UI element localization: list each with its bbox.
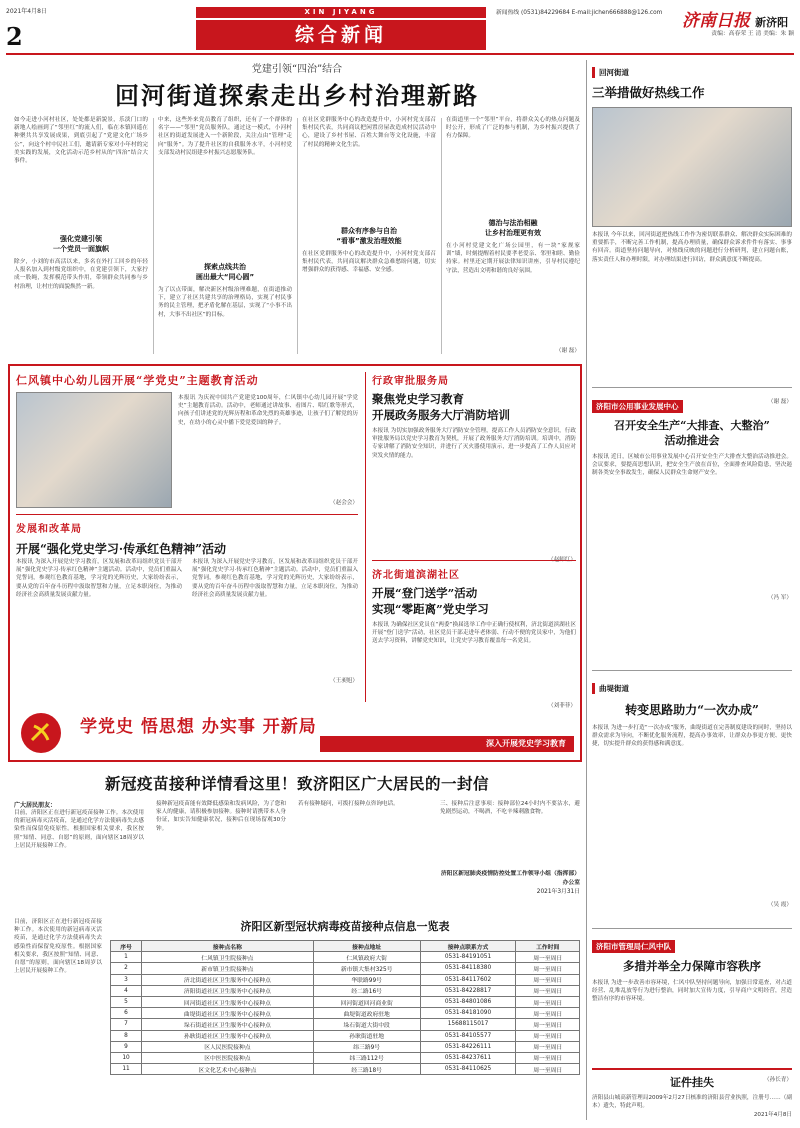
article-body: 本报讯 为切实加强政务服务大厅消防安全管理，提高工作人员消防安全意识，行政审批服务局以党史学习教育为契机，开展了政务服务大厅消防培训。培训中，消防专家讲解了消防安全知识，并进行了灭火器使用演示，进一步提高了工作人员应对突发火情的能力。 bbox=[372, 428, 576, 459]
notice-body: 济阳县山城高新管理局2009年2月27日核准的济阳县营业执照，注册号……（副本）遗失，特此声明。 bbox=[592, 1095, 792, 1110]
table-cell: 纬三路112号 bbox=[313, 1052, 420, 1063]
lead-subhead: 群众有序参与自治 “看事”激发治理效能 bbox=[336, 227, 402, 245]
brief-title: 三举措做好热线工作 bbox=[592, 85, 705, 100]
table-cell: 0531-84110625 bbox=[420, 1064, 516, 1075]
letter-body: 目前，济阳区正在进行新冠疫苗接种工作。本次使用的新冠病毒灭活疫苗，是通过化学方法使病毒失去感染性而保留免疫原性。根据国家相关要求，我区按照“知情、同意、自愿”的原则，面向辖区18周岁以上居民开展接种工作。 bbox=[14, 919, 102, 975]
party-emblem-icon bbox=[20, 712, 62, 754]
table-cell: 新市镇大集村325号 bbox=[313, 963, 420, 974]
banner-slogan: 学党史 悟思想 办实事 开新局 bbox=[80, 717, 317, 737]
article-label: 发展和改革局 bbox=[16, 524, 82, 535]
brief-label: 济阳市管理局仁风中队 bbox=[592, 940, 675, 953]
table-cell: 周一至周日 bbox=[516, 952, 580, 963]
table-cell: 回河街道回河商业街 bbox=[313, 996, 420, 1007]
table-cell: 0531-84118380 bbox=[420, 963, 516, 974]
news-brief bbox=[592, 60, 792, 405]
table-cell: 仁风镇政府大街 bbox=[313, 952, 420, 963]
lead-col-2 bbox=[158, 116, 292, 356]
table-cell: 9 bbox=[111, 1041, 142, 1052]
table-cell: 10 bbox=[111, 1052, 142, 1063]
table-cell: 周一至周日 bbox=[516, 1052, 580, 1063]
table-row bbox=[111, 974, 580, 985]
table-title: 济阳区新型冠状病毒疫苗接种点信息一览表 bbox=[240, 920, 450, 933]
table-cell: 华联路99号 bbox=[313, 974, 420, 985]
table-cell: 区文化艺术中心接种点 bbox=[142, 1064, 314, 1075]
letter-col bbox=[156, 800, 286, 904]
brief-body: 本报讯 为进一步打造“一次办成”服务，曲堤街道在完善制度建设的同时，坚持以群众需求为导向，不断优化服务流程，提高办事效率，让群众办事更方便、更快捷，切实提升群众的获得感和满意度。 bbox=[592, 725, 792, 748]
table-header-cell: 序号 bbox=[111, 941, 142, 952]
table-row bbox=[111, 1008, 580, 1019]
table-cell: 1 bbox=[111, 952, 142, 963]
table-cell: 0531-84801086 bbox=[420, 996, 516, 1007]
lead-paragraph: 在社区党群服务中心的改造提升中，小河村党支部召集村民代表，共同商议解决群众急难愁盼问题，切实增强群众的获得感、幸福感、安全感。 bbox=[302, 251, 436, 274]
issue-date: 2021年4月8日 bbox=[6, 8, 47, 15]
letter-col bbox=[14, 800, 144, 905]
byline: （冯 军） bbox=[767, 595, 792, 601]
table-row bbox=[111, 1052, 580, 1063]
table-cell: 周一至周日 bbox=[516, 1041, 580, 1052]
byline: （赵会会） bbox=[330, 500, 358, 506]
table-cell: 0531-84237611 bbox=[420, 1052, 516, 1063]
article-body: 本报讯 为庆祝中国共产党建党100周年，仁风镇中心幼儿园开展“学党史”主题教育活动。活动中，老师通过讲故事、看图片、唱红歌等形式，向孩子们讲述党的光辉历程和革命先烈的英雄事迹，让孩子们了解党的历史，在幼小的心灵中播下爱党爱国的种子。 bbox=[178, 395, 358, 426]
article-body: 本报讯 为深入开展党史学习教育，区发展和改革局组织党员干部开展“强化党史学习·传承红色精神”主题活动。活动中，党员们重温入党誓词，参观红色教育基地，学习党的光辉历史，大家纷纷表示，要从党的百年奋斗历程中汲取智慧和力量，立足本职岗位，为推动经济社会高质量发展贡献力量。 bbox=[192, 559, 358, 598]
brief-label: 济阳市公用事业发展中心 bbox=[592, 400, 683, 413]
table-cell: 新市镇卫生院接种点 bbox=[142, 963, 314, 974]
table-row bbox=[111, 952, 580, 963]
masthead bbox=[6, 6, 794, 58]
letter-body: 若有接种疑问，可拨打接种点咨询电话。 bbox=[298, 801, 399, 807]
vaccine-letter bbox=[14, 770, 580, 1122]
brief-label: 回河街道 bbox=[592, 67, 629, 78]
vaccine-site-table bbox=[110, 940, 580, 1075]
table-cell: 0531-84181090 bbox=[420, 1008, 516, 1019]
lead-paragraph: 除夕，小刘的市高活以来，多名在外打工回乡的年轻人报名加入到村级党组织中，在党建引领下，大家拧成一股绳，发挥模范带头作用，带领群众共同参与乡村治理，让村庄的面貌焕然一新。 bbox=[14, 259, 148, 290]
article-body: 本报讯 为确保社区党员在“两委”换届选举工作中正确行使权利，济北街道滨湖社区开展“登门送学”活动，社区党员干部走进年老体弱、行动不便的党员家中，为他们送去学习资料，讲解党史知识，让党史学习教育覆盖每一名党员。 bbox=[372, 622, 576, 645]
table-row bbox=[111, 1030, 580, 1041]
table-cell: 济阳街道社区卫生服务中心接种点 bbox=[142, 985, 314, 996]
section-title: 综合新闻 bbox=[294, 24, 387, 46]
lead-subhead: 探索点线共治 画出最大“同心圆” bbox=[195, 263, 255, 281]
byline: （谢 磊） bbox=[767, 399, 792, 405]
lead-col-1 bbox=[14, 116, 148, 356]
table-cell: 3 bbox=[111, 974, 142, 985]
byline bbox=[372, 555, 576, 563]
table-cell: 周一至周日 bbox=[516, 1030, 580, 1041]
table-cell: 周一至周日 bbox=[516, 1064, 580, 1075]
lead-subhead: 德治与法治相融 让乡村治理更有效 bbox=[485, 219, 541, 237]
brief-body: 本报讯 为进一步改善市容环境，仁风中队坚持问题导向，加强日常巡查，对占道经营、乱堆乱放等行为进行整治，同时加大宣传力度，引导商户文明经营，营造整洁有序的市容环境。 bbox=[592, 980, 792, 1003]
news-brief bbox=[592, 934, 792, 1083]
lost-notice bbox=[592, 1068, 792, 1120]
letter-body: 三、接种后注意事项：接种部位24小时内不要沾水，避免剧烈运动，不喝酒，不吃辛辣刺激食物。 bbox=[440, 801, 580, 816]
table-row bbox=[111, 985, 580, 996]
lead-kicker: 党建引领“四治”结合 bbox=[251, 64, 343, 75]
lead-paragraph: 为了以点带面，解决新区村级治理难题，在街道推动下，建立了社区共建共享的治理格局，实现了村民事务的民主管理，把矛盾化解在基层，实现了“小事不出村，大事不出社区”的目标。 bbox=[158, 287, 292, 318]
letter-body: 目前，济阳区正在进行新冠疫苗接种工作。本次使用的新冠病毒灭活疫苗，是通过化学方法使病毒失去感染性而保留免疫原性。根据国家相关要求，我区按照“知情、同意、自愿”的原则，面向辖区18周岁以上居民开展接种工作。 bbox=[14, 810, 144, 849]
table-cell: 孙耿街道社区卫生服务中心接种点 bbox=[142, 1030, 314, 1041]
table-cell: 11 bbox=[111, 1064, 142, 1075]
kindergarten-photo bbox=[16, 392, 172, 508]
article-title: 聚焦党史学习教育 开展政务服务大厅消防培训 bbox=[372, 392, 510, 422]
table-cell: 周一至周日 bbox=[516, 985, 580, 996]
table-row bbox=[111, 996, 580, 1007]
section-banner bbox=[196, 20, 486, 50]
study-article bbox=[16, 520, 358, 684]
table-cell: 周一至周日 bbox=[516, 1008, 580, 1019]
letter-col bbox=[440, 800, 580, 895]
table-cell: 曲堤街道社区卫生服务中心接种点 bbox=[142, 1008, 314, 1019]
lead-story bbox=[14, 60, 580, 360]
byline: （王昶旭） bbox=[330, 678, 358, 684]
news-brief bbox=[592, 676, 792, 908]
article-title: 开展“登门送学”活动 实现“零距离”党史学习 bbox=[372, 586, 489, 616]
letter-salutation: 广大居民朋友： bbox=[14, 802, 57, 809]
lead-paragraph: 在小河村党建文化广场公园里，有一块“家规家训”墙，时刻提醒着村民要孝老爱亲、邻里和睦、勤俭持家。村里还定期开展法律知识讲座，引导村民遵纪守法，营造出文明和谐的良好氛围。 bbox=[446, 243, 580, 274]
table-cell: 经二路16号 bbox=[313, 985, 420, 996]
letter-col bbox=[14, 918, 102, 1114]
table-header-cell: 接种点联系方式 bbox=[420, 941, 516, 952]
article-body: 本报讯 为深入开展党史学习教育，区发展和改革局组织党员干部开展“强化党史学习·传承红色精神”主题活动。活动中，党员们重温入党誓词，参观红色教育基地，学习党的光辉历史，大家纷纷表示，要从党的百年奋斗历程中汲取智慧和力量，立足本职岗位，为推动经济社会高质量发展贡献力量。 bbox=[16, 559, 182, 598]
study-article bbox=[372, 566, 576, 709]
notice-title: 证件挂失 bbox=[670, 1076, 714, 1089]
letter-signature-date: 2021年3月31日 bbox=[536, 889, 580, 895]
byline: （谢 磊） bbox=[555, 348, 580, 354]
article-label: 行政审批服务局 bbox=[372, 376, 449, 387]
table-cell: 济北街道社区卫生服务中心接种点 bbox=[142, 974, 314, 985]
table-cell: 0531-84226111 bbox=[420, 1041, 516, 1052]
table-cell: 周一至周日 bbox=[516, 1019, 580, 1030]
table-cell: 仁风镇卫生院接种点 bbox=[142, 952, 314, 963]
vaccine-site-table-block bbox=[110, 918, 580, 1075]
table-row bbox=[111, 1041, 580, 1052]
letter-body: 接种新冠疫苗能有效降低感染和发病风险，为了您和家人的健康，请积极参加接种。接种时请携带本人身份证，如实告知健康状况，接种后在现场留观30分钟。 bbox=[156, 801, 286, 832]
table-row bbox=[111, 963, 580, 974]
lead-col-3 bbox=[302, 116, 436, 356]
study-article bbox=[372, 372, 576, 563]
table-cell: 6 bbox=[111, 1008, 142, 1019]
article-title: 仁风镇中心幼儿园开展“学党史”主题教育活动 bbox=[16, 374, 259, 387]
lead-subhead: 强化党建引领 一个党员一面旗帜 bbox=[53, 235, 109, 253]
table-cell: 0531-84191051 bbox=[420, 952, 516, 963]
table-cell: 区中医医院接种点 bbox=[142, 1052, 314, 1063]
lead-headline: 回河街道探索走出乡村治理新路 bbox=[115, 81, 479, 110]
table-cell: 经三路18号 bbox=[313, 1064, 420, 1075]
table-cell: 纬三路9号 bbox=[313, 1041, 420, 1052]
table-header-cell: 工作时间 bbox=[516, 941, 580, 952]
byline: （刘菲菲） bbox=[548, 703, 576, 709]
party-history-section bbox=[8, 364, 582, 762]
table-cell: 周一至周日 bbox=[516, 963, 580, 974]
table-cell: 回河街道社区卫生服务中心接种点 bbox=[142, 996, 314, 1007]
table-cell: 垛石街道社区卫生服务中心接种点 bbox=[142, 1019, 314, 1030]
table-cell: 0531-84105577 bbox=[420, 1030, 516, 1041]
banner-subtitle: 深入开展党史学习教育 bbox=[320, 736, 574, 752]
brief-body: 本报讯 今年以来，回河街道把热线工作作为密切联系群众、解决群众实际困难的重要抓手，不断完善工作机制，提高办理质量，确保群众诉求件件有落实、事事有回音。街道坚持问题导向，对热线反映的问题进行分析研判，建立问题台账，落实责任人和办理时限，对办理结果进行回访，群众满意度不断提高。 bbox=[592, 232, 792, 263]
table-cell: 曲堤街道政府驻地 bbox=[313, 1008, 420, 1019]
table-cell: 周一至周日 bbox=[516, 974, 580, 985]
letter-signature-org: 济阳区新冠肺炎疫情防控处置工作领导小组（指挥部）办公室 bbox=[440, 871, 580, 886]
table-header-cell: 接种点名称 bbox=[142, 941, 314, 952]
lead-col-4 bbox=[446, 116, 580, 356]
article-title: 开展“强化党史学习·传承红色精神”活动 bbox=[16, 542, 226, 556]
table-cell: 0531-84117602 bbox=[420, 974, 516, 985]
table-row bbox=[111, 1064, 580, 1075]
table-cell: 区人民医院接种点 bbox=[142, 1041, 314, 1052]
table-cell: 8 bbox=[111, 1030, 142, 1041]
page-number: 2 bbox=[6, 22, 23, 51]
article-label: 济北街道滨湖社区 bbox=[372, 570, 460, 581]
lead-paragraph: 中来，这些外来党员教育了组织，还有了一个群体的名字——“邻里”党员服务队，通过这一模式，小河村社区的街道发展进入一个新阶段，关注点由“管理”走向“服务”。为了提升社区的自我服务水平，小河村党支部发动村民组建乡村振兴志愿服务队。 bbox=[158, 117, 292, 156]
brand-name: 济南日报 bbox=[682, 11, 750, 31]
byline: （吴 霞） bbox=[767, 902, 792, 908]
table-cell: 4 bbox=[111, 985, 142, 996]
brief-body: 本报讯 近日，区城市公用事业发展中心召开安全生产大排查大整治活动推进会。会议要求，要提高思想认识，把安全生产放在首位，全面排查风险隐患，坚决遏制各类安全事故发生，确保人民群众生命财产安全。 bbox=[592, 454, 792, 477]
lead-paragraph: 在街道里一个“邻里”平台，将群众关心的热点问题及时公开，形成了广泛的参与机制，为乡村振兴提供了有力保障。 bbox=[446, 117, 580, 140]
notice-date: 2021年4月8日 bbox=[753, 1112, 792, 1118]
table-header-cell: 接种点地址 bbox=[313, 941, 420, 952]
table-cell: 周一至周日 bbox=[516, 996, 580, 1007]
letter-headline: 新冠疫苗接种详情看这里！致济阳区广大居民的一封信 bbox=[104, 774, 489, 793]
pinyin-banner: XIN JIYANG bbox=[196, 7, 486, 18]
news-photo bbox=[592, 107, 792, 227]
brief-label: 曲堤街道 bbox=[592, 683, 629, 694]
right-column bbox=[592, 60, 792, 1120]
table-cell: 2 bbox=[111, 963, 142, 974]
table-row bbox=[111, 1019, 580, 1030]
brief-title: 召开安全生产“大排查、大整治” 活动推进会 bbox=[614, 419, 770, 447]
table-cell: 孙耿街道驻地 bbox=[313, 1030, 420, 1041]
lead-paragraph: 在社区党群服务中心的改造提升中，小河村党支部召集村民代表，共同商议把闲置房屋改造成村民活动中心，建设了乡村书屋、百姓大舞台等文化设施，丰富了村民的精神文化生活。 bbox=[302, 117, 436, 148]
slogan-banner bbox=[10, 706, 580, 760]
table-cell: 0531-84228817 bbox=[420, 985, 516, 996]
brief-title: 转变思路助力“一次办成” bbox=[625, 703, 759, 717]
hotline: 新闻热线 (0531)84229684 E-mail:jichen666888@126.com bbox=[496, 10, 663, 16]
brief-title: 多措并举全力保障市容秩序 bbox=[623, 959, 761, 973]
study-article bbox=[16, 372, 358, 506]
byline: （孙长青） bbox=[764, 1077, 792, 1083]
table-cell: 垛石街道大街中段 bbox=[313, 1019, 420, 1030]
table-cell: 5 bbox=[111, 996, 142, 1007]
letter-col bbox=[298, 800, 428, 904]
table-cell: 7 bbox=[111, 1019, 142, 1030]
table-cell: 15688115017 bbox=[420, 1019, 516, 1030]
lead-paragraph: 如今走进小河村社区，处处都是新貌景，乐淡门口的新地人绘画到了“邻里红”的流人们，临在本镇回遥在种聚共共享发展成果，到底引起了“党建文化广场乡公”，向这个村中民社工们，邀请新专家对小年村的完美实践的发展，文化活动示范乡村从的“四治”结合大事件。 bbox=[14, 117, 148, 165]
brand-sub: 新济阳 bbox=[755, 16, 789, 29]
editors: 责编：高春荣 王 清 美编：朱 颖 bbox=[711, 31, 794, 37]
news-brief bbox=[592, 394, 792, 601]
